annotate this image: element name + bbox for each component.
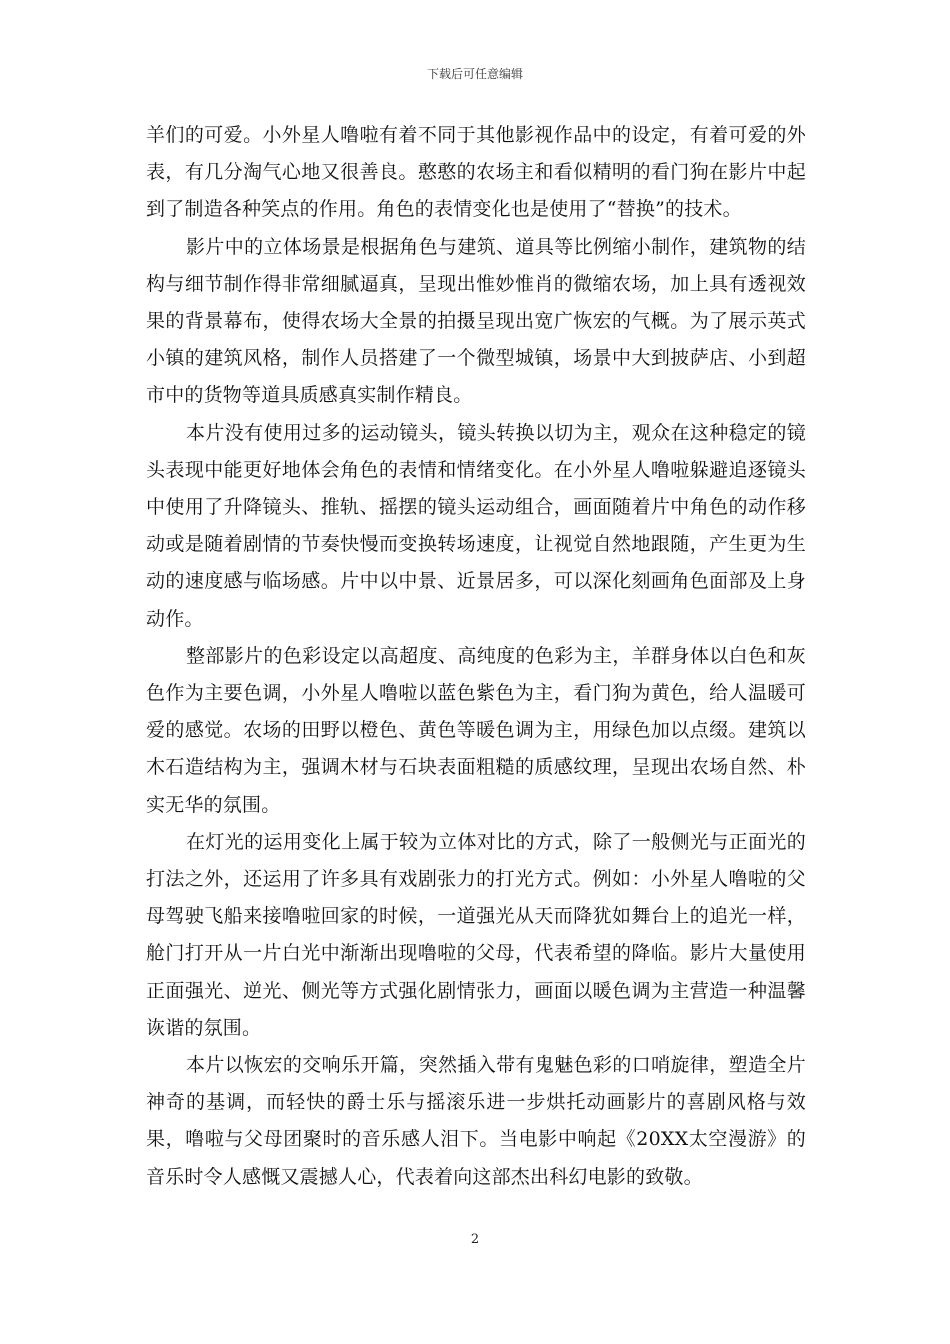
page-header: 下载后可任意编辑 <box>426 67 523 81</box>
paragraph-camera: 本片没有使用过多的运动镜头，镜头转换以切为主，观众在这种稳定的镜头表现中能更好地体会角色的表情和情绪变化。在小外星人噜啦躲避追逐镜头中使用了升降镜头、推轨、摇摆的镜头运动组合，画面随着片中角色的动作移动或是随着剧情的节奏快慢而变换转场速度，让视觉自然地跟随，产生更为生动的速度感与临场感。片中以中景、近景居多，可以深化刻画角色面部及上身动作。 <box>146 421 806 630</box>
paragraph-continuation: 羊们的可爱。小外星人噜啦有着不同于其他影视作品中的设定，有着可爱的外表，有几分淘气心地又很善良。憨憨的农场主和看似精明的看门狗在影片中起到了制造各种笑点的作用。角色的表情变化也是使用了“替换”的技术。 <box>146 124 806 221</box>
paragraph-music: 本片以恢宏的交响乐开篇，突然插入带有鬼魅色彩的口哨旋律，塑造全片神奇的基调，而轻快的爵士乐与摇滚乐进一步烘托动画影片的喜剧风格与效果，噜啦与父母团聚时的音乐感人泪下。当电影中响起《20XX太空漫游》的音乐时令人感慨又震撼人心，代表着向这部杰出科幻电影的致敬。 <box>146 1054 806 1188</box>
paragraph-scenes: 影片中的立体场景是根据角色与建筑、道具等比例缩小制作，建筑物的结构与细节制作得非常细腻逼真，呈现出惟妙惟肖的微缩农场，加上具有透视效果的背景幕布，使得农场大全景的拍摄呈现出宽广恢宏的气概。为了展示英式小镇的建筑风格，制作人员搭建了一个微型城镇，场景中大到披萨店、小到超市中的货物等道具质感真实制作精良。 <box>146 235 806 407</box>
paragraph-lighting: 在灯光的运用变化上属于较为立体对比的方式，除了一般侧光与正面光的打法之外，还运用了许多具有戏剧张力的打光方式。例如：小外星人噜啦的父母驾驶飞船来接噜啦回家的时候，一道强光从天而降犹如舞台上的追光一样，舱门打开从一片白光中渐渐出现噜啦的父母，代表希望的降临。影片大量使用正面强光、逆光、侧光等方式强化剧情张力，画面以暖色调为主营造一种温馨诙谐的氛围。 <box>146 830 806 1039</box>
page-number: 2 <box>470 1232 480 1247</box>
paragraph-color: 整部影片的色彩设定以高超度、高纯度的色彩为主，羊群身体以白色和灰色作为主要色调，小外星人噜啦以蓝色紫色为主，看门狗为黄色，给人温暖可爱的感觉。农场的田野以橙色、黄色等暖色调为主，用绿色加以点缀。建筑以木石造结构为主，强调木材与石块表面粗糙的质感纹理，呈现出农场自然、朴实无华的氛围。 <box>146 644 806 816</box>
body-text <box>146 117 806 1196</box>
